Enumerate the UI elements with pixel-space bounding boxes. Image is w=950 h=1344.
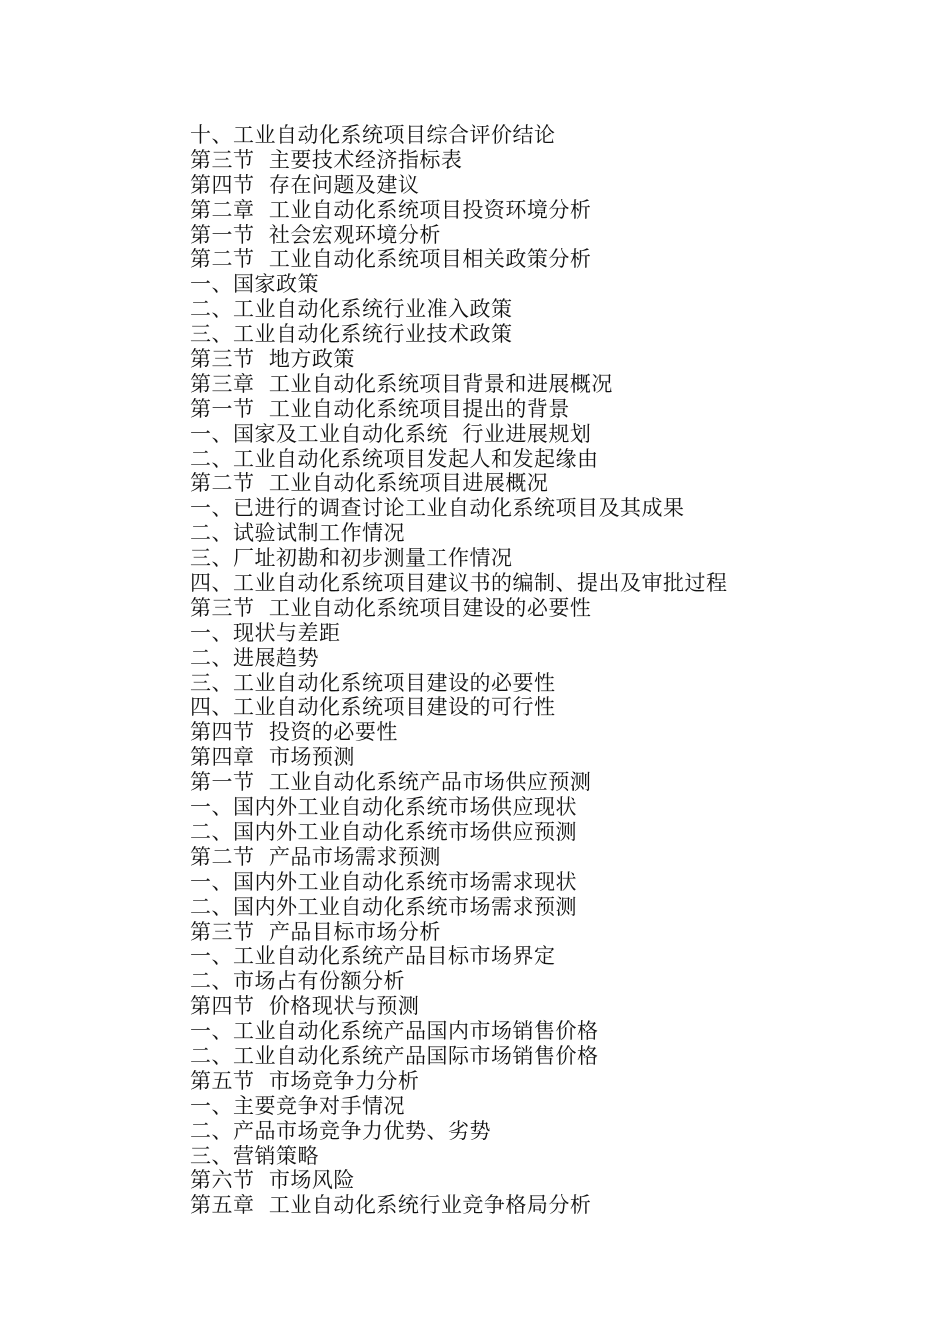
toc-line: 二、国内外工业自动化系统市场供应预测: [190, 819, 577, 844]
toc-line: 第三章 工业自动化系统项目背景和进展概况: [190, 371, 613, 396]
table-of-contents: [190, 123, 728, 1218]
toc-line: 十、工业自动化系统项目综合评价结论: [190, 123, 556, 147]
toc-line: 一、现状与差距: [190, 620, 341, 645]
toc-line: 第三节 地方政策: [190, 347, 355, 372]
toc-line: 二、试验试制工作情况: [190, 521, 405, 546]
toc-line: 三、厂址初勘和初步测量工作情况: [190, 546, 513, 571]
toc-line: 二、工业自动化系统产品国际市场销售价格: [190, 1043, 599, 1068]
toc-line: 四、工业自动化系统项目建设的可行性: [190, 695, 556, 720]
toc-line: 三、工业自动化系统项目建设的必要性: [190, 670, 556, 695]
toc-line: 第四节 存在问题及建议: [190, 172, 420, 197]
toc-line: 二、市场占有份额分析: [190, 969, 405, 994]
toc-line: 四、工业自动化系统项目建议书的编制、提出及审批过程: [190, 571, 728, 596]
toc-line: 三、工业自动化系统行业技术政策: [190, 322, 513, 347]
toc-line: 一、工业自动化系统产品国内市场销售价格: [190, 1019, 599, 1044]
toc-line: 第二节 工业自动化系统项目相关政策分析: [190, 247, 592, 272]
toc-line: 二、产品市场竞争力优势、劣势: [190, 1118, 491, 1143]
toc-line: 一、已进行的调查讨论工业自动化系统项目及其成果: [190, 496, 685, 521]
toc-line: 二、国内外工业自动化系统市场需求预测: [190, 894, 577, 919]
toc-line: 第六节 市场风险: [190, 1168, 355, 1193]
toc-line: 二、进展趋势: [190, 645, 319, 670]
toc-line: 二、工业自动化系统项目发起人和发起缘由: [190, 446, 599, 471]
toc-line: 一、国内外工业自动化系统市场需求现状: [190, 869, 577, 894]
toc-line: 第二章 工业自动化系统项目投资环境分析: [190, 197, 592, 222]
toc-line: 一、工业自动化系统产品目标市场界定: [190, 944, 556, 969]
toc-line: 第五章 工业自动化系统行业竞争格局分析: [190, 1193, 592, 1218]
toc-line: 一、主要竞争对手情况: [190, 1093, 405, 1118]
toc-line: 第五节 市场竞争力分析: [190, 1068, 420, 1093]
toc-line: 一、国内外工业自动化系统市场供应现状: [190, 795, 577, 820]
toc-line: 第四节 价格现状与预测: [190, 994, 420, 1019]
toc-line: 一、国家及工业自动化系统 行业进展规划: [190, 421, 592, 446]
toc-line: 第三节 主要技术经济指标表: [190, 147, 463, 172]
toc-line: 三、营销策略: [190, 1143, 319, 1168]
toc-line: 第三节 产品目标市场分析: [190, 919, 441, 944]
toc-line: 一、国家政策: [190, 272, 319, 297]
toc-line: 第一节 工业自动化系统产品市场供应预测: [190, 770, 592, 795]
toc-line: 第二节 产品市场需求预测: [190, 844, 441, 869]
toc-line: 第三节 工业自动化系统项目建设的必要性: [190, 595, 592, 620]
toc-line: 第二节 工业自动化系统项目进展概况: [190, 471, 549, 496]
toc-line: 第四节 投资的必要性: [190, 720, 398, 745]
toc-line: 第一节 社会宏观环境分析: [190, 222, 441, 247]
toc-line: 第一节 工业自动化系统项目提出的背景: [190, 396, 570, 421]
toc-line: 第四章 市场预测: [190, 745, 355, 770]
toc-line: 二、工业自动化系统行业准入政策: [190, 297, 513, 322]
